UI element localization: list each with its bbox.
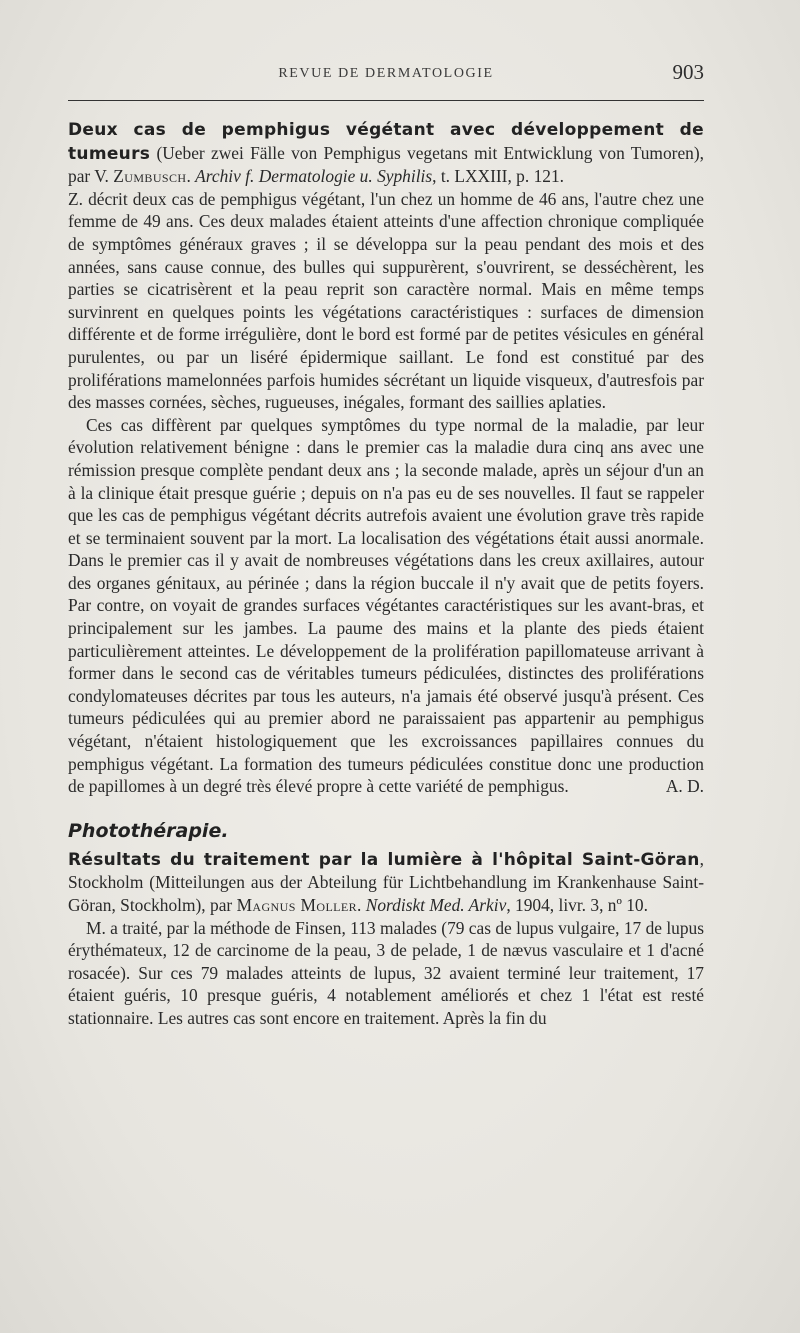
section-heading: Photothérapie. [68, 819, 229, 842]
running-head: REVUE DE DERMATOLOGIE [278, 66, 494, 81]
article-1-reference [68, 118, 704, 188]
article-1-journal: Archiv f. Dermatologie u. Syphilis [195, 166, 433, 187]
article-2-reference [68, 848, 704, 917]
header-rule [68, 100, 704, 101]
article-2-title: Résultats du traitement par la lumière à l'hôpital Saint-Göran [68, 849, 700, 870]
article-2-ref-sep: . [357, 895, 366, 915]
article-1-author: Zumbusch [113, 166, 187, 187]
article-1-signature: A. D. [665, 776, 704, 797]
article-1-ref-pre: (Ueber zwei Fälle von Pemphigus vegetans mit Entwicklung von Tumoren), par V. [68, 142, 704, 187]
article-1-paragraph-1: Z. décrit deux cas de pemphigus végétant, l'un chez un homme de 46 ans, l'autre chez une femme de 49 ans. Ces deux malades étaient atteints d'une affection chronique compliquée de symptômes généraux graves ; il se développa sur la peau pendant des mois et des années, sans cause connue, des bulles qui suppurèrent, s'ouvrirent, se desséchèrent, les parties se cicatrisèrent et la peau reprit son caractère normal. Mais en même temps survinrent en quelques points les végétations caractéristiques : surfaces de dimension différente et de forme irrégulière, dont le bord est formé par de petites vésicules en général purulentes, ou par un liséré épidermique saillant. Le fond est constitué par des proliférations mamelonnées parfois humides sécrétant un liquide visqueux, d'autresfois par des masses cornées, sèches, rugueuses, inégales, formant des saillies aplaties. [68, 188, 704, 413]
article-2-paragraph-1: M. a traité, par la méthode de Finsen, 113 malades (79 cas de lupus vulgaire, 17 de lupus érythémateux, 12 de carcinome de la peau, 3 de pelade, 1 de nævus vasculaire et 1 d'acné rosacée). Sur ces 79 malades atteints de lupus, 32 avaient terminé leur traitement, 17 étaient guéris, 10 presque guéris, 4 notablement améliorés et chez 1 l'état est resté stationnaire. Les autres cas sont encore en traitement. Après la fin du [68, 917, 705, 1028]
article-2-journal: Nordiskt Med. Arkiv [365, 895, 507, 915]
article-2-ref-post: , 1904, livr. 3, nº 10. [506, 895, 648, 915]
article-1-paragraph-2 [68, 414, 704, 798]
page-body [68, 118, 704, 1030]
article-2-ref-pre: , Stockholm (Mitteilungen aus der Abteilung für Lichtbehandlung im Krankenhause Saint-Göran, Stockholm), par [68, 848, 704, 915]
article-1-ref-post: , t. LXXIII, p. 121. [432, 166, 564, 187]
page-header [68, 58, 704, 92]
article-1-ref-sep: . [186, 166, 196, 187]
page-number: 903 [672, 60, 704, 84]
article-1-paragraph-2-text: Ces cas diffèrent par quelques symptômes du type normal de la maladie, par leur évolution relativement bénigne : dans le premier cas la maladie dura cinq ans avec une rémission presque complète pendant deux ans ; la seconde malade, après un séjour d'un an à la clinique était presque guérie ; depuis on n'a pas eu de ses nouvelles. Il faut se rappeler que les cas de pemphigus végétant décrits autrefois avaient une évolution grave très rapide et se terminaient souvent par la mort. La localisation des végétations était aussi anormale. Dans le premier cas il y avait de nombreuses végétations dans les creux axillaires, autour des organes génitaux, au périnée ; dans la région buccale il n'y avait que de petits foyers. Par contre, on voyait de grandes surfaces végétantes caractéristiques sur les avant-bras, et principalement sur les jambes. La paume des mains et la plante des pieds étaient particulièrement atteintes. Le développement de la prolifération papillomateuse arrivant à former dans le second cas de véritables tumeurs pédiculées, distinctes des proliférations condylomateuses décrites par tous les auteurs, n'a jamais été observé jusqu'à présent. Ces tumeurs pédiculées qui au premier abord ne paraissaient pas appartenir au pemphigus végétant, n'étaient histologiquement que les excroissances papillaires connues du pemphigus végétant. La formation des tumeurs pédiculées constitue donc une production de papillomes à un degré très élevé propre à cette variété de pemphigus. [68, 414, 704, 797]
article-2-author: Magnus Moller [236, 895, 358, 915]
article-1-title: Deux cas de pemphigus végétant avec développement de tumeurs [68, 120, 704, 164]
